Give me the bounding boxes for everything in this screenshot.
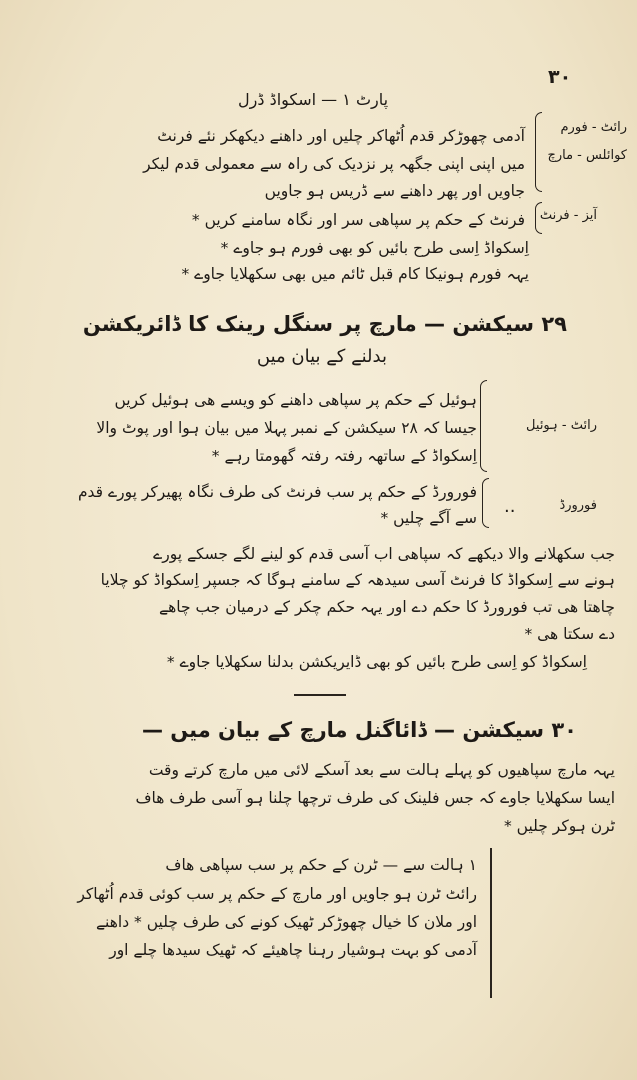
text-line: فرنٹ کے حکم پر سپاھی سر اور نگاہ سامنے کریں * — [191, 211, 525, 229]
text-line: سے آگے چلیں * — [380, 509, 477, 527]
margin-label-eyes-front: آیز - فرنٹ — [539, 208, 597, 223]
section-heading: ۳۰ سیکشن — ڈائاگنل مارچ کے بیان میں — — [141, 718, 577, 742]
text-line: یہہ فورم ہونیکا کام قبل ٹائم میں بھی سکھلایا جاوے * — [181, 265, 529, 283]
text-line: ہوئیل کے حکم پر سپاھی داھنے کو ویسے ھی ہوئیل کریں — [114, 391, 477, 409]
margin-label-right-wheel: رائٹ - ہوئیل — [526, 418, 597, 433]
text-line: دے سکتا ھی * — [524, 625, 615, 643]
text-line: جیسا کہ ۲۸ سیکشن کے نمبر پہلا میں بیان ہوا اور پوٹ والا — [96, 419, 477, 437]
text-line: ٹرن ہوکر چلیں * — [504, 817, 615, 835]
text-line: ایسا سکھلایا جاوے کہ جس فلینک کی طرف ترچھا چلنا ہو آسی طرف ھاف — [135, 789, 615, 807]
section-divider — [294, 694, 346, 696]
text-line: چاھتا ھی تب فورورڈ کا حکم دے اور یہہ حکم چکر کے درمیان جب چاھے — [158, 598, 615, 616]
page-number: ۳۰ — [548, 66, 572, 88]
text-line: اِسکواڈ کو اِسی طرح بائیں کو بھی ڈایریکشن بدلنا سکھلایا جاوے * — [166, 653, 587, 671]
text-line: فورورڈ کے حکم پر سب فرنٹ کی طرف نگاہ پھیرکر پورے قدم — [77, 483, 477, 501]
text-line: رائٹ ٹرن ہو جاویں اور مارچ کے حکم پر سب کوئی قدم اُٹھاکر — [77, 885, 477, 903]
running-header: پارٹ ۱ — اسکواڈ ڈرل — [238, 90, 389, 109]
section-subheading: بدلنے کے بیان میں — [256, 346, 387, 367]
text-line: جب سکھلانے والا دیکھے کہ سپاھی اب آسی قدم کو لینے لگے جسکے پورے — [153, 545, 615, 563]
margin-label-quick-march: کوائلس - مارچ — [547, 148, 627, 163]
text-line: ۱ ہالت سے — ٹرن کے حکم پر سب سپاھی ھاف — [165, 856, 477, 874]
text-line: ہونے سے اِسکواڈ کا فرنٹ آسی سیدھہ کے سامنے ہوگا کہ جسپر اِسکواڈ کو چلایا — [100, 571, 615, 589]
text-line: اِسکواڈ کے ساتھہ رفتہ رفتہ گھومتا رہے * — [211, 447, 477, 465]
text-line: میں اپنی اپنی جگھہ پر نزدیک کی راہ سے معمولی قدم لیکر — [143, 155, 525, 173]
margin-label-right-form: رائٹ - فورم — [560, 120, 627, 135]
text-line: اِسکواڈ اِسی طرح بائیں کو بھی فورم ہو جاوے * — [220, 239, 529, 257]
text-line: آدمی چھوڑکر قدم اُٹھاکر چلیں اور داھنے دیکھکر نئے فرنٹ — [157, 127, 525, 145]
text-line: یہہ مارچ سپاھیوں کو پہلے ہالت سے بعد آسکے لائی میں مارچ کرتے وقت — [148, 761, 615, 779]
section-heading: ۲۹ سیکشن — مارچ پر سنگل رینک کا ڈائریکشن — [82, 312, 567, 336]
text-line: اور ملان کا خیال چھوڑکر ٹھیک کونے کی طرف چلیں * داھنے — [95, 913, 477, 931]
brace — [535, 112, 542, 192]
text-line: جاویں اور پھر داھنے سے ڈریس ہو جاویں — [264, 182, 525, 200]
brace — [480, 380, 487, 472]
margin-label-forward: فورورڈ — [559, 498, 597, 513]
brace — [482, 478, 489, 528]
brace — [535, 202, 542, 234]
marker: .. — [504, 496, 516, 517]
text-line: آدمی کو بہت ہوشیار رہنا چاھیئے کہ ٹھیک سیدھا چلے اور — [109, 941, 477, 959]
margin-rule — [490, 848, 492, 998]
